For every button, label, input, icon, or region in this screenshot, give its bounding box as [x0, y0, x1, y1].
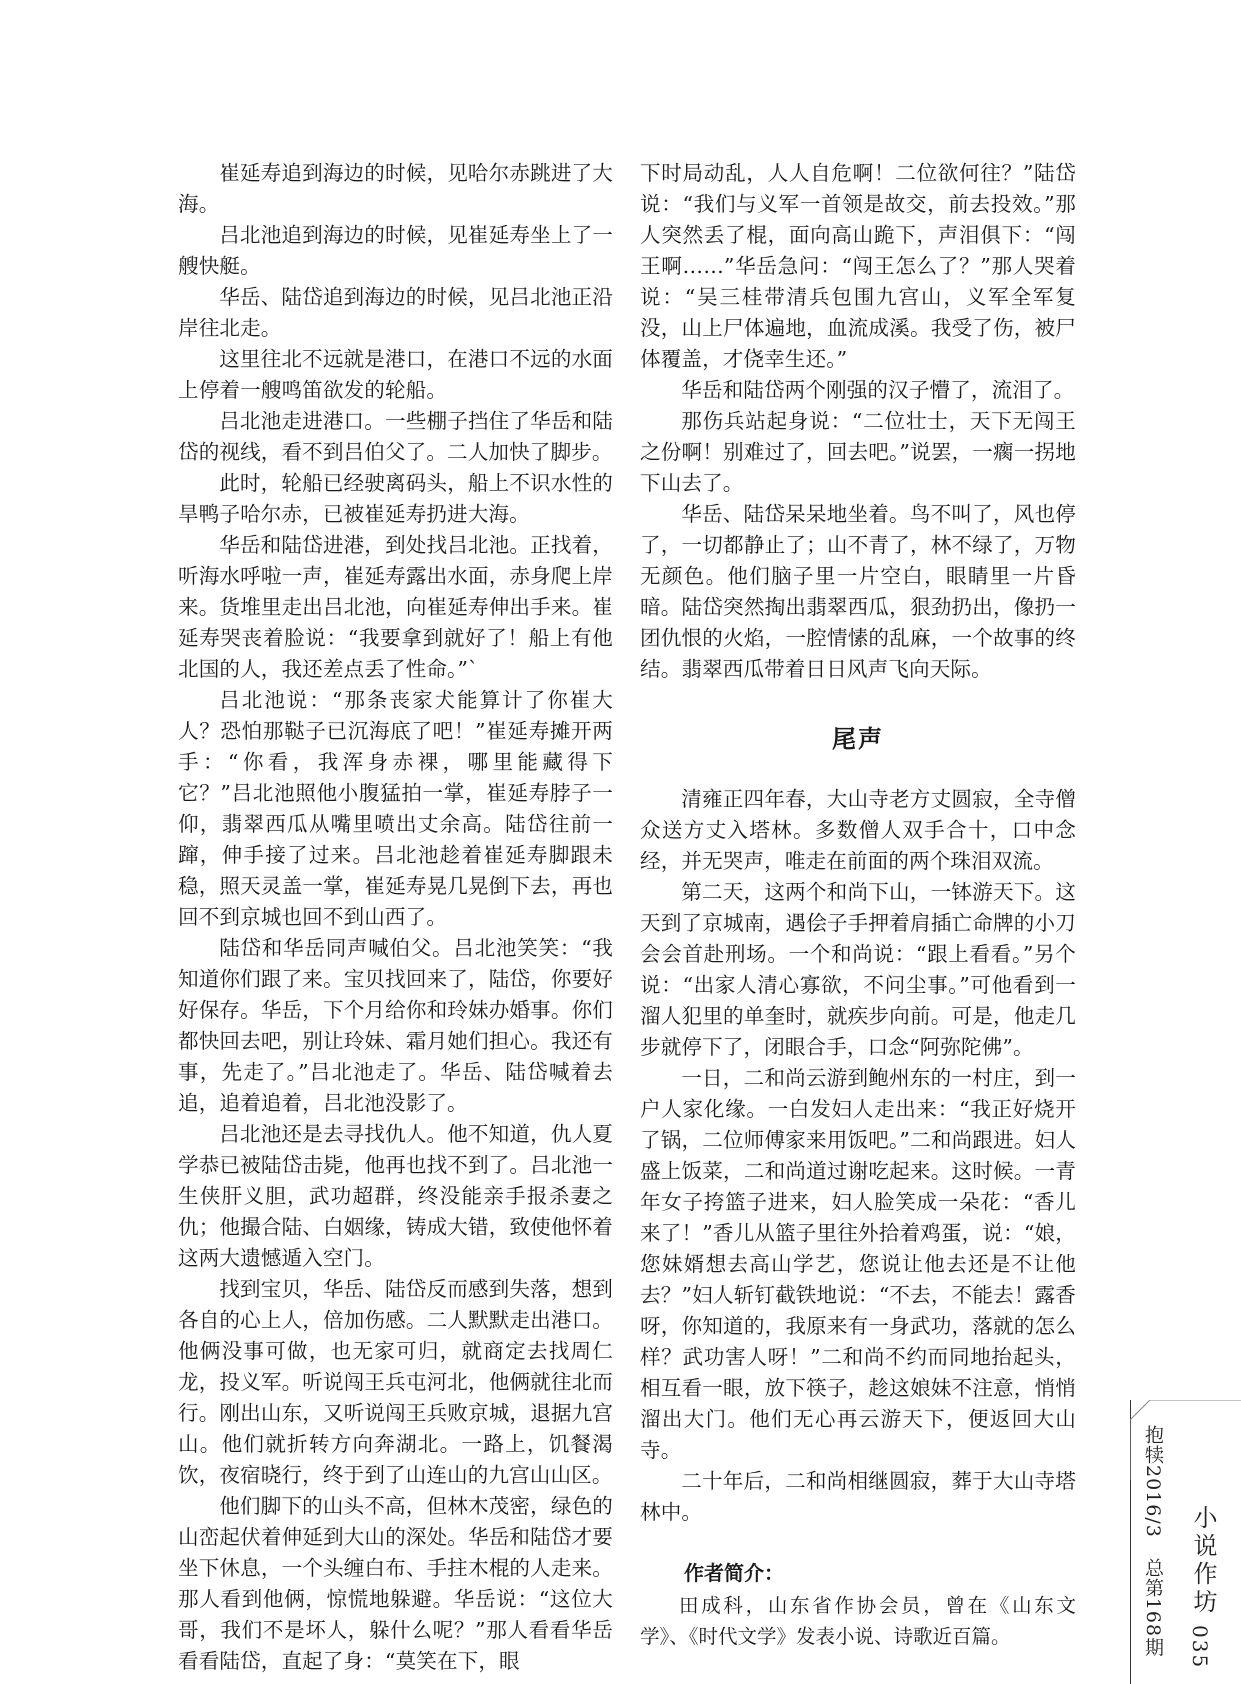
epilogue-heading: 尾声 — [832, 725, 884, 753]
paragraph: 陆岱和华岳同声喊伯父。吕北池笑笑：“我知道你们跟了来。宝贝找回来了，陆岱，你要好好保存。华岳，下个月给你和玲妹办婚事。你们都快回去吧，别让玲妹、霜月她们担心。我还有事，先走了。”吕北池走了。华岳、陆岱喊着去追，追着追着，吕北池没影了。 — [178, 936, 613, 1115]
paragraph: 崔延寿追到海边的时候，见哈尔赤跳进了大海。 — [178, 161, 613, 216]
page-number: 035 — [1188, 1625, 1212, 1670]
paragraph: 此时，轮船已经驶离码头，船上不识水性的旱鸭子哈尔赤，已被崔延寿扔进大海。 — [178, 471, 613, 526]
paragraph: 华岳、陆岱追到海边的时候，见吕北池正沿岸往北走。 — [178, 285, 613, 340]
column-name: 小说作坊 — [1189, 1505, 1217, 1617]
paragraph: 他们脚下的山头不高，但林木茂密，绿色的山峦起伏着伸延到大山的深处。华岳和陆岱才要坐下休息，一个头缠白布、手拄木棍的人走来。那人看到他俩，惊慌地躲避。华岳说：“这位大哥，我们不是坏人，躲什么呢？”那人看看华岳看看陆岱，直起了身：“莫笑在下，眼 — [178, 1494, 613, 1673]
paragraph: 清雍正四年春，大山寺老方丈圆寂，全寺僧众送方丈入塔林。多数僧人双手合十，口中念经，并无哭声，唯走在前面的两个珠泪双流。 — [640, 787, 1076, 873]
paragraph: 吕北池说：“那条丧家犬能算计了你崔大人？恐怕那鞑子已沉海底了吧！”崔延寿摊开两手：“你看，我浑身赤裸，哪里能藏得下它？”吕北池照他小腹猛拍一掌，崔延寿脖子一仰，翡翠西瓜从嘴里喷出丈余高。陆岱往前一蹿，伸手接了过来。吕北池趁着崔延寿脚跟未稳，照天灵盖一掌，崔延寿晃几晃倒下去，再也回不到京城也回不到山西了。 — [178, 688, 613, 929]
paragraph: 华岳、陆岱呆呆地坐着。鸟不叫了，风也停了，一切都静止了；山不青了，林不绿了，万物无颜色。他们脑子里一片空白，眼睛里一片昏暗。陆岱突然掏出翡翠西瓜，狠劲扔出，像扔一团仇恨的火焰，一腔情愫的乱麻，一个故事的终结。翡翠西瓜带着日日风声飞向天际。 — [640, 502, 1076, 681]
paragraph-continued: 下时局动乱，人人自危啊！二位欲何往？”陆岱说：“我们与义军一首领是故交，前去投效。”那人突然丢了棍，面向高山跪下，声泪俱下：“闯王啊……”华岳急问：“闯王怎么了？”那人哭着说：“吴三桂带清兵包围九宫山，义军全军复没，山上尸体遍地，血流成溪。我受了伤，被尸体覆盖，才侥幸生还。” — [640, 161, 1076, 371]
issue-info: 抱犊2016/3 总第168期 — [1142, 1425, 1164, 1658]
paragraph: 华岳和陆岱进港，到处找吕北池。正找着，听海水呼啦一声，崔延寿露出水面，赤身爬上岸来。货堆里走出吕北池，向崔延寿伸出手来。崔延寿哭丧着脸说：“我要拿到就好了！船上有他北国的人，我还差点丢了性命。”` — [178, 533, 613, 681]
paragraph: 吕北池还是去寻找仇人。他不知道，仇人夏学恭已被陆岱击毙，他再也找不到了。吕北池一生侠肝义胆，武功超群，终没能亲手报杀妻之仇；他撮合陆、白姻缘，铸成大错，致使他怀着这两大遗憾遁入空门。 — [178, 1122, 613, 1270]
paragraph: 吕北池追到海边的时候，见崔延寿坐上了一艘快艇。 — [178, 223, 613, 278]
left-column — [178, 158, 613, 1677]
paragraph: 找到宝贝，华岳、陆岱反而感到失落，想到各自的心上人，倍加伤感。二人默默走出港口。他俩没事可做，也无家可归，就商定去找周仁龙，投义军。听说闯王兵屯河北，他俩就往北而行。刚出山东，又听说闯王兵败京城，退据九宫山。他们就折转方向奔湖北。一路上，饥餐渴饮，夜宿晓行，终于到了山连山的九宫山山区。 — [178, 1277, 613, 1487]
right-column — [640, 158, 1076, 1652]
paragraph: 二十年后，二和尚相继圆寂，葬于大山寺塔林中。 — [640, 1469, 1076, 1524]
author-bio: 田成科，山东省作协会员，曾在《山东文学》、《时代文学》发表小说、诗歌近百篇。 — [640, 1594, 1076, 1648]
paragraph: 这里往北不远就是港口，在港口不远的水面上停着一艘鸣笛欲发的轮船。 — [178, 347, 613, 402]
paragraph: 华岳和陆岱两个刚强的汉子懵了，流泪了。 — [681, 378, 1075, 402]
author-heading: 作者简介： — [684, 1561, 784, 1585]
paragraph: 吕北池走进港口。一些棚子挡住了华岳和陆岱的视线，看不到吕伯父了。二人加快了脚步。 — [178, 409, 613, 464]
paragraph: 那伤兵站起身说：“二位壮士，天下无闯王之份啊！别难过了，回去吧。”说罢，一瘸一拐地下山去了。 — [640, 409, 1076, 495]
paragraph: 一日，二和尚云游到鲍州东的一村庄，到一户人家化缘。一白发妇人走出来：“我正好烧开了锅，二位师傅家来用饭吧。”二和尚跟进。妇人盛上饭菜，二和尚道过谢吃起来。这时候。一青年女子挎篮子进来，妇人脸笑成一朵花：“香儿来了！”香儿从篮子里往外拾着鸡蛋，说：“娘，您妹婿想去高山学艺，您说让他去还是不让他去？”妇人斩钉截铁地说：“不去，不能去！露香呀，你知道的，我原来有一身武功，落就的怎么样？武功害人呀！”二和尚不约而同地抬起头，相互看一眼，放下筷子，趁这娘妹不注意，悄悄溜出大门。他们无心再云游天下，便返回大山寺。 — [640, 1066, 1076, 1462]
paragraph: 第二天，这两个和尚下山，一钵游天下。这天到了京城南，遇侩子手押着肩插亡命牌的小刀会会首赴刑场。一个和尚说：“跟上看看。”另个说：“出家人清心寡欲，不问尘事。”可他看到一溜人犯里的单奎时，就疾步向前。可是，他走几步就停下了，闭眼合手，口念“阿弥陀佛”。 — [640, 880, 1076, 1059]
